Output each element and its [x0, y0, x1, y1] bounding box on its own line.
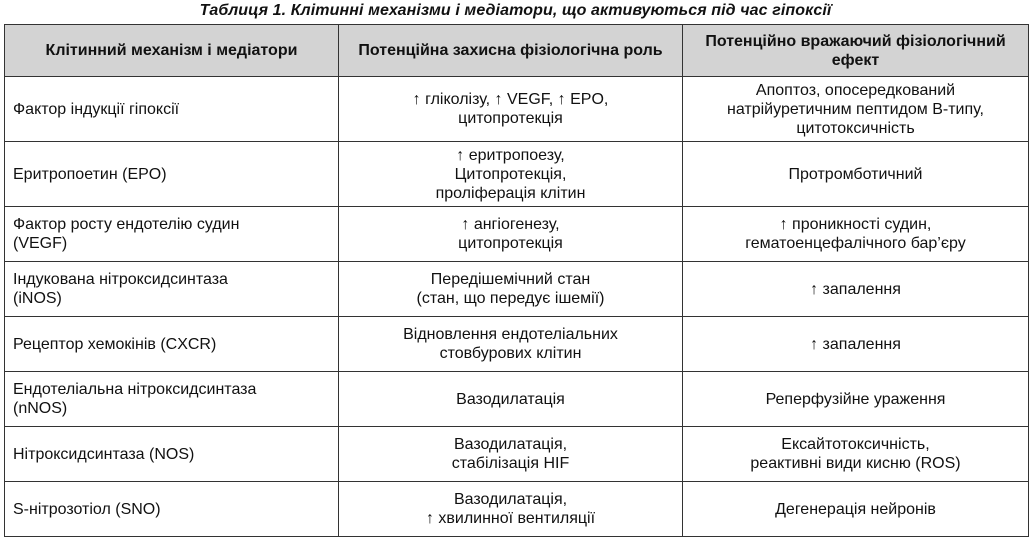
table-caption: Таблиця 1. Клітинні механізми і медіатори, що активуються під час гіпоксії: [199, 2, 832, 19]
cell-mechanism: Нітроксидсинтаза (NOS): [5, 427, 339, 482]
cell-protective: Відновлення ендотеліальних стовбурових клітин: [339, 317, 683, 372]
cell-mechanism: Фактор росту ендотелію судин (VEGF): [5, 207, 339, 262]
cell-mechanism: Фактор індукції гіпоксії: [5, 77, 339, 142]
table-row: [5, 372, 1029, 427]
cell-damaging: Ексайтотоксичність, реактивні види кисню (ROS): [683, 427, 1029, 482]
cell-damaging: ↑ запалення: [683, 262, 1029, 317]
header-protective-role: Потенційна захисна фізіологічна роль: [339, 25, 683, 77]
cell-protective: Вазодилатація, стабілізація HIF: [339, 427, 683, 482]
header-mechanism: Клітинний механізм і медіатори: [5, 25, 339, 77]
cell-mechanism: Індукована нітроксидсинтаза (iNOS): [5, 262, 339, 317]
header-damaging-effect: Потенційно вражаючий фізіологічний ефект: [683, 25, 1029, 77]
cell-mechanism: S-нітрозотіол (SNO): [5, 482, 339, 537]
table-row: [5, 427, 1029, 482]
table-row: [5, 142, 1029, 207]
cell-mechanism: Рецептор хемокінів (CXCR): [5, 317, 339, 372]
cell-protective: ↑ ангіогенезу, цитопротекція: [339, 207, 683, 262]
cell-protective: ↑ гліколізу, ↑ VEGF, ↑ EPO, цитопротекція: [339, 77, 683, 142]
cell-protective: ↑ еритропоезу, Цитопротекція, проліферація клітин: [339, 142, 683, 207]
cell-damaging: Протромботичний: [683, 142, 1029, 207]
table-header-row: [5, 25, 1029, 77]
table-row: [5, 207, 1029, 262]
cell-protective: Вазодилатація: [339, 372, 683, 427]
cell-mechanism: Еритропоетин (EPO): [5, 142, 339, 207]
table-row: [5, 77, 1029, 142]
cell-damaging: Апоптоз, опосередкований натрійуретичним пептидом B-типу, цитотоксичність: [683, 77, 1029, 142]
cell-damaging: ↑ запалення: [683, 317, 1029, 372]
cell-mechanism: Ендотеліальна нітроксидсинтаза (nNOS): [5, 372, 339, 427]
cell-damaging: Дегенерація нейронів: [683, 482, 1029, 537]
table-row: [5, 262, 1029, 317]
cell-damaging: ↑ проникності судин, гематоенцефалічного бар’єру: [683, 207, 1029, 262]
cell-damaging: Реперфузійне ураження: [683, 372, 1029, 427]
mechanisms-table: [4, 24, 1029, 537]
cell-protective: Вазодилатація, ↑ хвилинної вентиляції: [339, 482, 683, 537]
table-row: [5, 482, 1029, 537]
cell-protective: Передішемічний стан (стан, що передує ішемії): [339, 262, 683, 317]
table-row: [5, 317, 1029, 372]
